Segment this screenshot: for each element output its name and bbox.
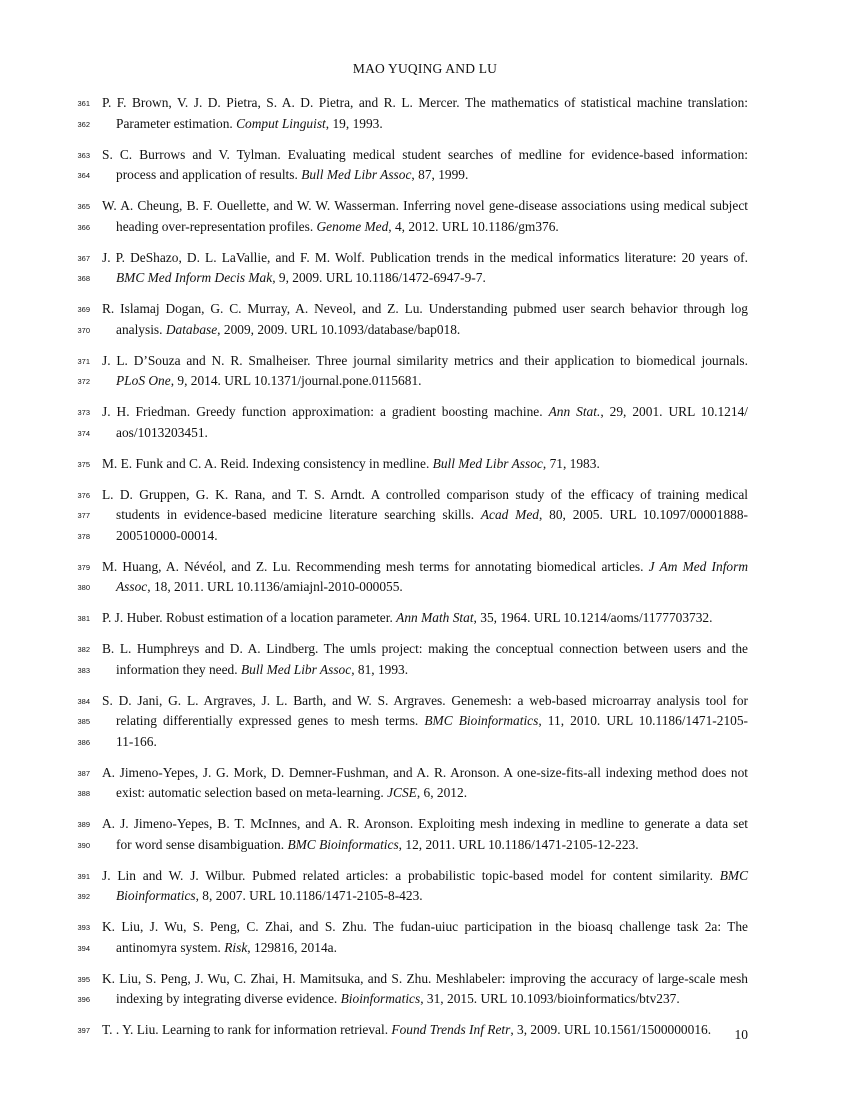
journal-name: BMC xyxy=(719,867,748,883)
line-number: 394 xyxy=(77,943,90,953)
reference-segment: 11-166. xyxy=(116,733,157,749)
line-number: 374 xyxy=(77,428,90,438)
reference-segment: , 31, 2015. URL 10.1093/bioinformatics/btv237. xyxy=(420,991,680,1006)
reference-entry xyxy=(0,454,850,475)
journal-name: Ann Math Stat xyxy=(396,610,474,625)
journal-name: Bull Med Libr Assoc xyxy=(301,167,412,182)
reference-segment: 200510000-00014. xyxy=(116,527,218,543)
line-number: 393 xyxy=(77,923,90,932)
journal-name: BMC Med Inform Decis Mak xyxy=(116,270,273,285)
reference-segment: aos/1013203451. xyxy=(116,424,208,440)
reference-text xyxy=(102,351,748,372)
reference-text xyxy=(116,989,748,1010)
line-number: 382 xyxy=(77,645,90,654)
line-number: 388 xyxy=(77,789,90,798)
reference-text xyxy=(102,557,748,578)
reference-entry xyxy=(0,196,850,237)
reference-segment: J. L. D’Souza and N. R. Smalheiser. Three journal similarity metrics and their application to biomedical journals. xyxy=(102,352,748,368)
reference-segment: R. Islamaj Dogan, G. C. Murray, A. Neveol, and Z. Lu. Understanding pubmed user search behavior through log xyxy=(102,301,748,316)
reference-segment: P. F. Brown, V. J. D. Pietra, S. A. D. Pietra, and R. L. Mercer. The mathematics of statistical machine translation: xyxy=(102,95,748,110)
reference-segment: , 81, 1993. xyxy=(351,661,409,677)
reference-line xyxy=(0,938,850,959)
line-number: 368 xyxy=(77,274,90,283)
reference-text xyxy=(116,217,748,238)
journal-name: Bull Med Libr Assoc xyxy=(432,455,543,471)
line-number: 395 xyxy=(77,974,90,984)
reference-segment: B. L. Humphreys and D. A. Lindberg. The umls project: making the conceptual connection between users and the xyxy=(102,641,748,656)
reference-text xyxy=(102,639,748,660)
reference-line xyxy=(0,196,850,217)
reference-line xyxy=(0,505,850,526)
reference-line xyxy=(0,691,850,712)
reference-segment: , 9, 2009. URL 10.1186/1472-6947-9-7. xyxy=(272,270,486,285)
reference-segment: , 4, 2012. URL 10.1186/gm376. xyxy=(388,218,559,234)
reference-line xyxy=(0,299,850,320)
journal-name: Ann Stat. xyxy=(548,404,601,419)
reference-segment: indexing by integrating diverse evidence. xyxy=(116,991,341,1006)
reference-segment: M. E. Funk and C. A. Reid. Indexing consistency in medline. xyxy=(102,455,433,471)
reference-line xyxy=(0,268,850,289)
reference-text xyxy=(102,299,748,320)
page-number: 10 xyxy=(734,1027,748,1042)
reference-line xyxy=(0,145,850,166)
line-number: 377 xyxy=(77,511,90,520)
reference-entry xyxy=(0,485,850,547)
reference-line xyxy=(0,917,850,938)
journal-name: Database xyxy=(165,321,218,337)
journal-name: Assoc xyxy=(116,579,148,594)
reference-segment: , 71, 1983. xyxy=(542,455,600,471)
reference-text xyxy=(116,938,748,959)
line-number: 383 xyxy=(77,665,90,675)
reference-line xyxy=(0,814,850,835)
journal-name: J Am Med Inform xyxy=(648,558,748,574)
journal-name: Found Trends Inf Retr xyxy=(391,1022,511,1037)
reference-line xyxy=(0,114,850,135)
line-number: 370 xyxy=(77,325,90,335)
line-number: 375 xyxy=(77,459,90,469)
line-number: 387 xyxy=(77,768,90,778)
reference-text xyxy=(116,783,748,804)
reference-segment: , 3, 2009. URL 10.1561/1500000016. xyxy=(510,1022,712,1037)
reference-text xyxy=(102,454,748,475)
reference-segment: process and application of results. xyxy=(116,167,302,182)
reference-line xyxy=(0,93,850,114)
reference-segment: L. D. Gruppen, G. K. Rana, and T. S. Arndt. A controlled comparison study of the efficacy of training medical xyxy=(102,486,748,502)
reference-segment: , 9, 2014. URL 10.1371/journal.pone.0115681. xyxy=(170,373,422,388)
reference-segment: , 87, 1999. xyxy=(411,167,469,182)
reference-text xyxy=(116,886,748,907)
reference-segment: K. Liu, J. Wu, S. Peng, C. Zhai, and S. Zhu. The fudan-uiuc participation in the bioasq challenge task 2a: The xyxy=(102,919,748,934)
reference-segment: J. H. Friedman. Greedy function approximation: a gradient boosting machine. xyxy=(102,404,549,419)
reference-entry xyxy=(0,866,850,907)
reference-segment: analysis. xyxy=(116,321,166,337)
line-number: 386 xyxy=(77,737,90,747)
reference-text xyxy=(102,485,748,506)
journal-name: Bull Med Libr Assoc xyxy=(240,661,352,677)
reference-line xyxy=(0,577,850,598)
reference-segment: S. D. Jani, G. L. Argraves, J. L. Barth, and W. S. Argraves. Genemesh: a web-based microarray analysis tool for xyxy=(102,692,748,708)
reference-text xyxy=(116,320,748,341)
reference-text xyxy=(102,866,748,887)
reference-segment: information they need. xyxy=(116,661,241,677)
journal-name: Bioinformatics xyxy=(116,888,196,903)
reference-line xyxy=(0,783,850,804)
reference-text xyxy=(102,969,748,990)
journal-name: Comput Linguist xyxy=(236,115,326,131)
journal-name: Risk xyxy=(224,939,248,955)
reference-line xyxy=(0,485,850,506)
reference-segment: , 11, 2010. URL 10.1186/1471-2105- xyxy=(538,713,748,728)
reference-line xyxy=(0,639,850,660)
journal-name: Bioinformatics xyxy=(340,991,421,1006)
reference-segment: S. C. Burrows and V. Tylman. Evaluating medical student searches of medline for evidence-based information: xyxy=(102,146,748,162)
reference-line xyxy=(0,886,850,907)
reference-line xyxy=(0,454,850,475)
reference-line xyxy=(0,320,850,341)
reference-line xyxy=(0,732,850,753)
reference-line xyxy=(0,248,850,269)
journal-name: Genome Med xyxy=(316,218,389,234)
reference-text xyxy=(102,691,748,712)
reference-text xyxy=(102,814,748,835)
reference-segment: A. Jimeno-Yepes, J. G. Mork, D. Demner-Fushman, and A. R. Aronson. A one-size-fits-all indexing method does not xyxy=(102,764,748,780)
reference-segment: K. Liu, S. Peng, J. Wu, C. Zhai, H. Mamitsuka, and S. Zhu. Meshlabeler: improving the accuracy of large-scale mesh xyxy=(102,970,748,986)
reference-line xyxy=(0,351,850,372)
reference-line xyxy=(0,165,850,186)
reference-segment: , 80, 2005. URL 10.1097/00001888- xyxy=(538,507,748,522)
line-number: 385 xyxy=(77,717,90,726)
reference-entry xyxy=(0,145,850,186)
reference-entry xyxy=(0,608,850,629)
reference-segment: T. . Y. Liu. Learning to rank for information retrieval. xyxy=(102,1022,392,1037)
line-number: 381 xyxy=(77,614,90,623)
reference-segment: , 2009, 2009. URL 10.1093/database/bap018. xyxy=(217,321,461,337)
reference-line xyxy=(0,371,850,392)
reference-line xyxy=(0,608,850,629)
line-number: 371 xyxy=(77,356,90,366)
reference-entry xyxy=(0,557,850,598)
reference-text xyxy=(102,196,748,217)
reference-entry xyxy=(0,351,850,392)
line-number: 380 xyxy=(77,583,90,592)
reference-text xyxy=(102,763,748,784)
reference-line xyxy=(0,969,850,990)
reference-segment: antinomyra system. xyxy=(116,939,225,955)
line-number: 390 xyxy=(77,840,90,850)
reference-line xyxy=(0,402,850,423)
line-number: 378 xyxy=(77,531,90,541)
reference-entry xyxy=(0,969,850,1010)
reference-entry xyxy=(0,299,850,340)
journal-name: PLoS One xyxy=(116,373,171,388)
reference-entry xyxy=(0,402,850,443)
reference-segment: , 8, 2007. URL 10.1186/1471-2105-8-423. xyxy=(195,888,423,903)
reference-segment: relating differentially expressed genes to mesh terms. xyxy=(116,713,425,728)
reference-text xyxy=(116,371,748,392)
line-number: 372 xyxy=(77,377,90,386)
reference-segment: exist: automatic selection based on meta-learning. xyxy=(116,785,388,800)
line-number: 363 xyxy=(77,150,90,160)
reference-segment: , 12, 2011. URL 10.1186/1471-2105-12-223. xyxy=(398,836,639,852)
reference-text xyxy=(102,608,748,629)
reference-line xyxy=(0,763,850,784)
reference-segment: J. P. DeShazo, D. L. LaVallie, and F. M. Wolf. Publication trends in the medical informatics literature: 20 years of. xyxy=(102,249,748,265)
reference-text xyxy=(116,165,748,186)
reference-text xyxy=(116,660,748,681)
journal-name: BMC Bioinformatics xyxy=(287,836,399,852)
line-number: 397 xyxy=(77,1026,90,1035)
reference-line xyxy=(0,711,850,732)
line-number: 366 xyxy=(77,222,90,232)
reference-text xyxy=(102,93,748,114)
line-number: 376 xyxy=(77,490,90,500)
reference-text xyxy=(102,402,748,423)
line-number: 362 xyxy=(77,119,90,129)
reference-text xyxy=(116,423,748,444)
reference-segment: P. J. Huber. Robust estimation of a location parameter. xyxy=(102,610,397,625)
reference-text xyxy=(116,268,748,289)
reference-text xyxy=(116,835,748,856)
line-number: 367 xyxy=(77,253,90,263)
journal-name: BMC Bioinformatics xyxy=(424,713,539,728)
reference-entry xyxy=(0,639,850,680)
reference-segment: M. Huang, A. Névéol, and Z. Lu. Recommending mesh terms for annotating biomedical articles. xyxy=(102,558,649,574)
reference-text xyxy=(116,526,748,547)
reference-line xyxy=(0,217,850,238)
reference-line xyxy=(0,526,850,547)
reference-line xyxy=(0,423,850,444)
reference-entry xyxy=(0,763,850,804)
reference-text xyxy=(102,248,748,269)
line-number: 389 xyxy=(77,820,90,829)
reference-segment: for word sense disambiguation. xyxy=(116,836,288,852)
line-number: 392 xyxy=(77,892,90,901)
reference-segment: , 129816, 2014a. xyxy=(247,939,337,955)
reference-entry xyxy=(0,814,850,855)
reference-text xyxy=(116,114,748,135)
reference-entry xyxy=(0,248,850,289)
reference-list xyxy=(0,93,850,1051)
reference-segment: heading over-representation profiles. xyxy=(116,218,317,234)
journal-name: JCSE xyxy=(387,785,417,800)
line-number: 361 xyxy=(77,99,90,108)
line-number: 373 xyxy=(77,408,90,417)
reference-segment: J. Lin and W. J. Wilbur. Pubmed related articles: a probabilistic topic-based model for content similarity. xyxy=(102,867,720,883)
reference-text xyxy=(116,711,748,732)
reference-text xyxy=(116,732,748,753)
reference-segment: A. J. Jimeno-Yepes, B. T. McInnes, and A. R. Aronson. Exploiting mesh indexing in medline to generate a data set xyxy=(102,816,748,831)
journal-name: Acad Med xyxy=(480,507,539,522)
line-number: 384 xyxy=(77,696,90,706)
reference-text xyxy=(116,577,748,598)
reference-segment: , 18, 2011. URL 10.1136/amiajnl-2010-000055. xyxy=(147,579,403,594)
reference-line xyxy=(0,660,850,681)
reference-line xyxy=(0,557,850,578)
reference-segment: W. A. Cheung, B. F. Ouellette, and W. W. Wasserman. Inferring novel gene-disease associations using medical subject xyxy=(102,198,748,213)
line-number: 379 xyxy=(77,562,90,572)
reference-text xyxy=(102,145,748,166)
reference-entry xyxy=(0,93,850,134)
reference-segment: , 29, 2001. URL 10.1214/ xyxy=(600,404,748,419)
reference-segment: , 19, 1993. xyxy=(325,115,383,131)
reference-line xyxy=(0,866,850,887)
reference-text xyxy=(102,917,748,938)
line-number: 365 xyxy=(77,202,90,211)
reference-text xyxy=(116,505,748,526)
reference-segment: , 6, 2012. xyxy=(416,785,468,800)
line-number: 391 xyxy=(77,871,90,881)
line-number: 369 xyxy=(77,305,90,314)
reference-segment: students in evidence-based medicine literature searching skills. xyxy=(116,507,481,522)
line-number: 396 xyxy=(77,995,90,1004)
reference-line xyxy=(0,835,850,856)
reference-entry xyxy=(0,691,850,753)
running-header: MAO YUQING AND LU xyxy=(352,61,498,76)
reference-segment: , 35, 1964. URL 10.1214/aoms/1177703732. xyxy=(473,610,713,625)
reference-segment: Parameter estimation. xyxy=(116,115,237,131)
reference-entry xyxy=(0,917,850,958)
line-number: 364 xyxy=(77,171,90,180)
reference-line xyxy=(0,989,850,1010)
